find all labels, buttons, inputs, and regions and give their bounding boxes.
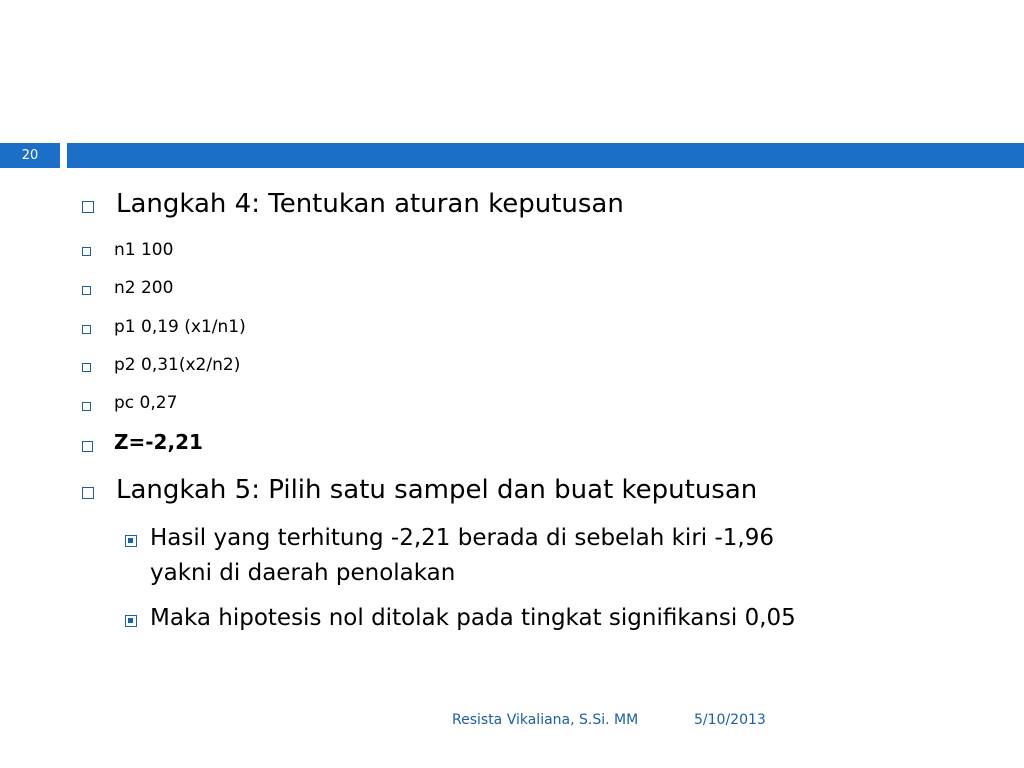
bullet-text: Langkah 4: Tentukan aturan keputusan xyxy=(116,189,624,219)
bullet-text: Langkah 5: Pilih satu sampel dan buat keputusan xyxy=(116,475,758,505)
bullet-text: pc 0,27 xyxy=(114,393,178,413)
header-stripe xyxy=(67,143,1024,168)
slide-number: 20 xyxy=(0,143,60,168)
bullet-text: p1 0,19 (x1/n1) xyxy=(114,317,246,337)
hollow-square-bullet-icon xyxy=(82,286,91,295)
hollow-square-bullet-icon xyxy=(82,487,94,499)
hollow-square-bullet-icon xyxy=(82,201,94,213)
bullet-text: p2 0,31(x2/n2) xyxy=(114,355,241,375)
sub-bullet-text: Maka hipotesis nol ditolak pada tingkat signifikansi 0,05 xyxy=(150,605,796,631)
hollow-square-bullet-icon xyxy=(82,247,91,256)
footer-date: 5/10/2013 xyxy=(694,712,766,728)
filled-square-bullet-icon xyxy=(125,615,137,627)
hollow-square-bullet-icon xyxy=(82,363,91,372)
hollow-square-bullet-icon xyxy=(82,325,91,334)
filled-square-bullet-icon xyxy=(125,535,137,547)
header-bar xyxy=(0,143,1024,168)
bullet-text: Z=-2,21 xyxy=(114,430,203,454)
sub-bullet-text: Hasil yang terhitung -2,21 berada di sebelah kiri -1,96 xyxy=(150,525,774,551)
hollow-square-bullet-icon xyxy=(82,402,91,411)
sub-bullet-text-continued: yakni di daerah penolakan xyxy=(150,560,456,586)
hollow-square-bullet-icon xyxy=(82,441,93,452)
bullet-text: n1 100 xyxy=(114,240,174,260)
footer-author: Resista Vikaliana, S.Si. MM xyxy=(452,712,639,728)
bullet-text: n2 200 xyxy=(114,278,174,298)
